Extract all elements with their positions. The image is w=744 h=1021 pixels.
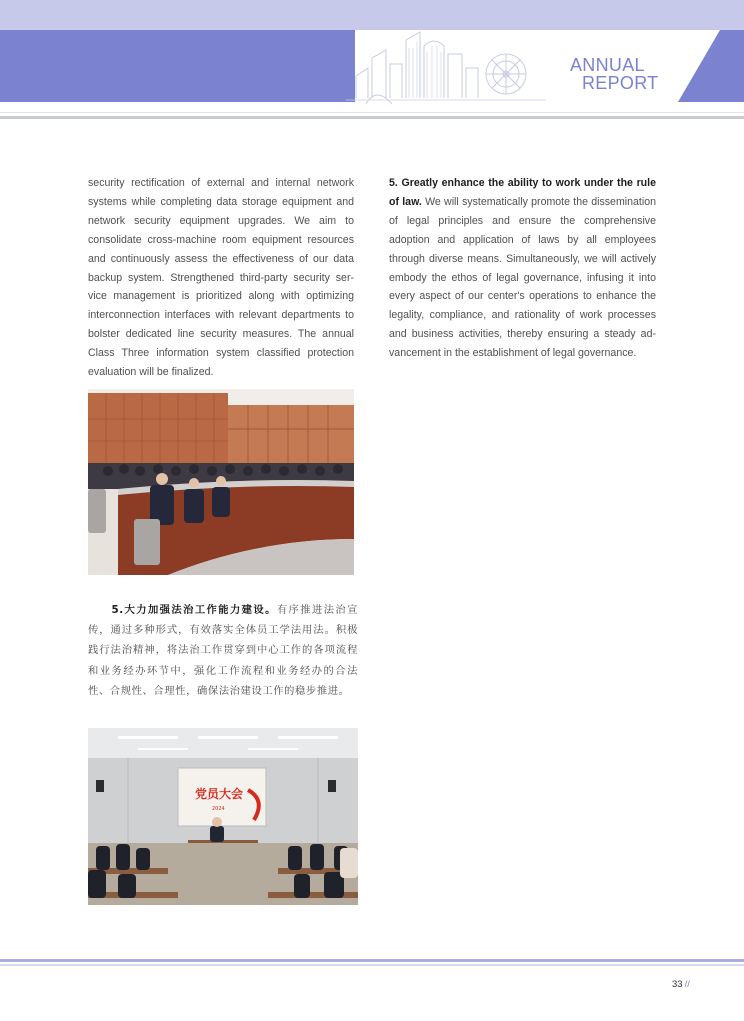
chinese-paragraph [88, 600, 358, 701]
left-column [88, 174, 354, 382]
footer-divider-light [0, 964, 744, 966]
right-body: We will systematically promote the dissemination of legal principles and ensure the comprehensive adoption and application of laws by all employees through diverse means. Simultaneously, we will actively embody the ethos of legal governance, infusing it into every aspect of our center's operations to enhance the legality, compliance, and rationality of work processes and business activities, thereby ensuring a steady advancement in the establishment of legal governance. [389, 195, 656, 360]
chinese-body: 有序推进法治宣传，通过多种形式，有效落实全体员工学法用法。积极践行法治精神，将法治工作贯穿到中心工作的各项流程和业务经办环节中，强化工作流程和业务经办的合法性、合规性、合理性，确保法治建设工作的稳步推进。 [88, 604, 359, 697]
right-paragraph [389, 174, 656, 363]
footer-divider [0, 959, 744, 962]
section-heading-zh: 5.大力加强法治工作能力建设。 [111, 604, 277, 616]
section-heading-en: 5. Greatly enhance the ability to work under the rule of law. [389, 177, 656, 208]
header-title-annual: ANNUAL [570, 55, 645, 75]
right-column [389, 174, 656, 363]
lecture-hall-photo [88, 389, 354, 575]
screen-year: 2024 [212, 806, 225, 812]
page-number-value: 33 [672, 979, 683, 990]
screen-title: 党员大会 [195, 787, 244, 801]
page-number-slash: // [684, 979, 690, 990]
header-divider-thin [0, 112, 744, 113]
chinese-section [88, 600, 358, 701]
page-number [672, 979, 690, 990]
header-title-report: REPORT [582, 73, 659, 93]
left-paragraph: security rectification of external and internal network systems while completing data storage equipment and network security equipment upgrades. We aim to consolidate cross-machine room equipment resources and continuously assess the effectiveness of our data backup system. Strengthened third-party security service management is prioritized along with optimizing interconnection interfaces with relevant departments to bolster dedicated line security measures. The annual Class Three information system classified protection evaluation will be finalized. [88, 177, 354, 379]
party-meeting-photo [88, 728, 358, 905]
header-divider [0, 116, 744, 119]
city-skyline-illustration [346, 28, 546, 104]
